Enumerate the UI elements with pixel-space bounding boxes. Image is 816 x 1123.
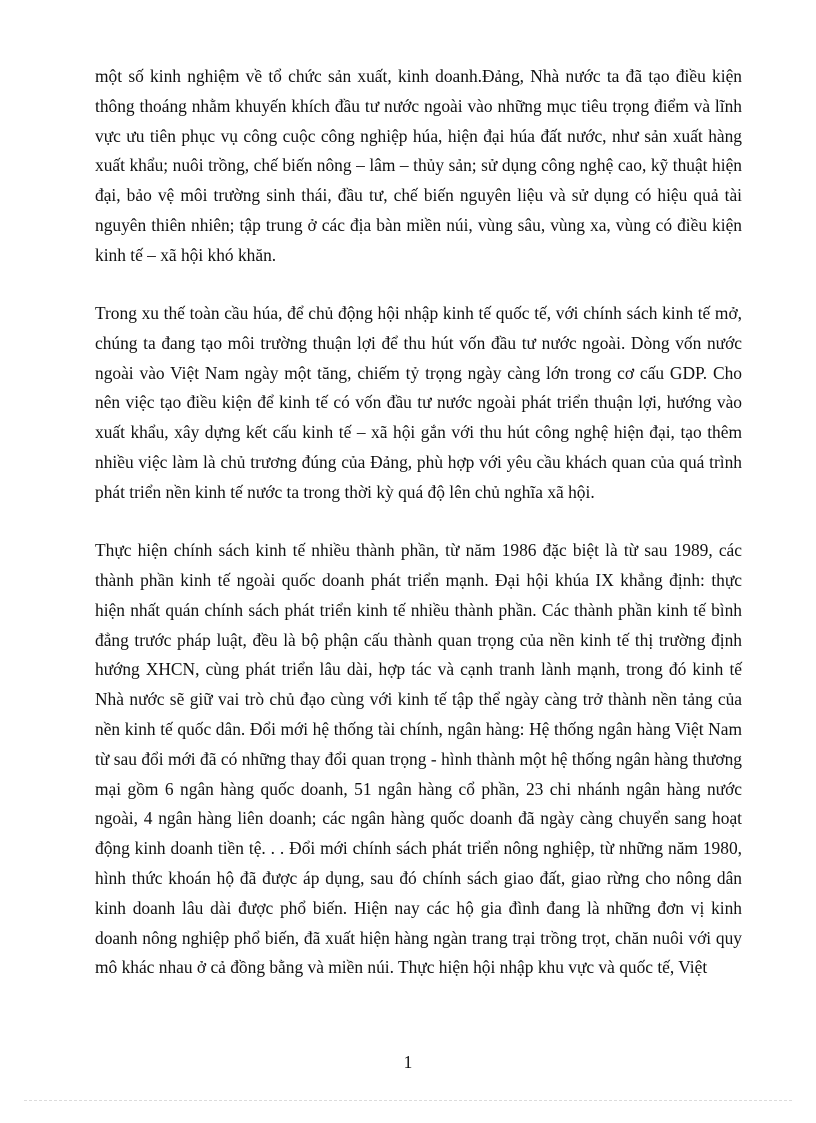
document-body bbox=[95, 62, 742, 983]
paragraph-3: Thực hiện chính sách kinh tế nhiều thành phần, từ năm 1986 đặc biệt là từ sau 1989, các thành phần kinh tế ngoài quốc doanh phát triển mạnh. Đại hội khúa IX khẳng định: thực hiện nhất quán chính sách phát triển kinh tế nhiều thành phần. Các thành phần kinh tế bình đẳng trước pháp luật, đều là bộ phận cấu thành quan trọng của nền kinh tế thị trường định hướng XHCN, cùng phát triển lâu dài, hợp tác và cạnh tranh lành mạnh, trong đó kinh tế Nhà nước sẽ giữ vai trò chủ đạo cùng với kinh tế tập thể ngày càng trở thành nền tảng của nền kinh tế quốc dân. Đổi mới hệ thống tài chính, ngân hàng: Hệ thống ngân hàng Việt Nam từ sau đổi mới đã có những thay đổi quan trọng - hình thành một hệ thống ngân hàng thương mại gồm 6 ngân hàng quốc doanh, 51 ngân hàng cổ phần, 23 chi nhánh ngân hàng nước ngoài, 4 ngân hàng liên doanh; các ngân hàng quốc doanh đã ngày càng chuyển sang hoạt động kinh doanh tiền tệ. . . Đổi mới chính sách phát triển nông nghiệp, từ những năm 1980, hình thức khoán hộ đã được áp dụng, sau đó chính sách giao đất, giao rừng cho nông dân kinh doanh lâu dài được phổ biến. Hiện nay các hộ gia đình đang là những đơn vị kinh doanh nông nghiệp phổ biến, đã xuất hiện hàng ngàn trang trại trồng trọt, chăn nuôi với quy mô khác nhau ở cả đồng bằng và miền núi. Thực hiện hội nhập khu vực và quốc tế, Việt bbox=[95, 540, 742, 978]
page-bottom-divider bbox=[24, 1100, 792, 1101]
paragraph-1: một số kinh nghiệm về tổ chức sản xuất, kinh doanh.Đảng, Nhà nước ta đã tạo điều kiện thông thoáng nhằm khuyến khích đầu tư nước ngoài vào những mục tiêu trọng điểm và lĩnh vực ưu tiên phục vụ công cuộc công nghiệp húa, hiện đại húa đất nước, như sản xuất hàng xuất khẩu; nuôi trồng, chế biến nông – lâm – thủy sản; sử dụng công nghệ cao, kỹ thuật hiện đại, bảo vệ môi trường sinh thái, đầu tư, chế biến nguyên liệu và sử dụng có hiệu quả tài nguyên thiên nhiên; tập trung ở các địa bàn miền núi, vùng sâu, vùng xa, vùng có điều kiện kinh tế – xã hội khó khăn. bbox=[95, 66, 742, 265]
paragraph-2: Trong xu thế toàn cầu húa, để chủ động hội nhập kinh tế quốc tế, với chính sách kinh tế mở, chúng ta đang tạo môi trường thuận lợi để thu hút vốn đầu tư nước ngoài. Dòng vốn nước ngoài vào Việt Nam ngày một tăng, chiếm tỷ trọng ngày càng lớn trong cơ cấu GDP. Cho nên việc tạo điều kiện để kinh tế có vốn đầu tư nước ngoài phát triển thuận lợi, hướng vào xuất khẩu, xây dựng kết cấu kinh tế – xã hội gắn với thu hút công nghệ hiện đại, tạo thêm nhiều việc làm là chủ trương đúng của Đảng, phù hợp với yêu cầu khách quan của quá trình phát triển nền kinh tế nước ta trong thời kỳ quá độ lên chủ nghĩa xã hội. bbox=[95, 303, 742, 502]
page-number: 1 bbox=[403, 1052, 413, 1072]
